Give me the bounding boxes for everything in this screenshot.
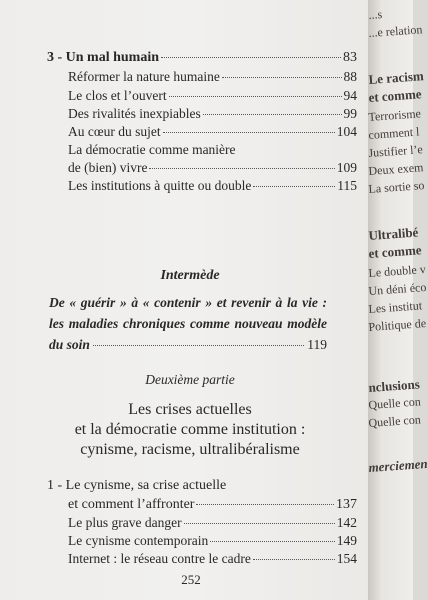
leader-dots — [93, 345, 304, 346]
facing-text: Le racism — [368, 68, 425, 87]
page-number: 88 — [343, 69, 357, 84]
facing-text: ...e relation — [368, 22, 423, 40]
page-number: 115 — [337, 178, 357, 193]
intermede-line: les maladies chroniques comme nouveau modèle — [49, 316, 327, 331]
part-label: Deuxième partie — [145, 372, 235, 387]
part-title-line: Les crises actuelles — [128, 401, 252, 418]
page-number: 149 — [336, 533, 357, 548]
leader-dots — [169, 96, 342, 97]
page-number: 99 — [343, 106, 357, 121]
facing-text: Terrorisme — [368, 106, 422, 124]
part-title-line: et la démocratie comme institution : — [74, 421, 306, 438]
leader-dots — [203, 114, 342, 115]
intermede-line: du soin — [49, 337, 90, 352]
page-number: 109 — [336, 160, 357, 175]
chapter-title: 1 - Le cynisme, sa crise actuelle — [47, 478, 227, 493]
leader-dots — [253, 559, 335, 560]
toc-entry — [68, 533, 357, 549]
facing-text: Quelle con — [368, 412, 422, 430]
entry-label: Le cynisme contemporain — [68, 533, 209, 548]
page-number: 119 — [307, 337, 327, 352]
page-folio: 252 — [181, 572, 201, 587]
leader-dots — [163, 132, 335, 133]
page-number: 137 — [336, 497, 357, 512]
toc-chapter-3 — [47, 50, 357, 66]
toc-entry — [68, 178, 357, 194]
entry-label: Le clos et l’ouvert — [68, 88, 167, 103]
facing-text: nclusions — [368, 376, 421, 395]
toc-entry — [68, 88, 357, 104]
toc-entry — [68, 69, 357, 85]
leader-dots — [196, 504, 334, 505]
toc-entry — [68, 515, 357, 531]
page-number: 142 — [336, 515, 357, 530]
facing-text: Un déni éco — [368, 279, 427, 298]
entry-label: Internet : le réseau contre le cadre — [68, 551, 251, 566]
toc-entry — [68, 106, 357, 122]
part-title-line: cynisme, racisme, ultralibéralisme — [80, 441, 300, 458]
facing-text: et comme — [368, 242, 422, 261]
intermede-last-line — [49, 334, 327, 355]
entry-label: La démocratie comme manière — [68, 142, 236, 157]
facing-text: Deux exem — [368, 160, 424, 178]
leader-dots — [184, 523, 335, 524]
page-number: 104 — [336, 124, 357, 139]
facing-text: Le double v — [368, 262, 427, 280]
facing-text: ...s — [368, 7, 383, 22]
page-number: 94 — [343, 88, 357, 103]
facing-text: La sortie so — [368, 178, 425, 196]
facing-text: Les institut — [368, 298, 423, 316]
leader-dots — [161, 57, 341, 58]
leader-dots — [253, 186, 335, 187]
toc-chapter-1 — [68, 497, 357, 513]
entry-label: Des rivalités inexpiables — [68, 106, 201, 121]
leader-dots — [210, 541, 335, 542]
leader-dots — [149, 168, 334, 169]
facing-page — [368, 0, 428, 600]
entry-label: Au cœur du sujet — [68, 124, 161, 139]
intermede-heading: Intermède — [160, 268, 220, 283]
facing-text: Politique de — [368, 315, 427, 334]
chapter-title: 3 - Un mal humain — [47, 50, 160, 65]
facing-text: comment l — [368, 124, 420, 142]
entry-label: Réformer la nature humaine — [68, 69, 220, 84]
leader-dots — [222, 77, 342, 78]
intermede-line: De « guérir » à « contenir » et revenir à la vie : — [49, 295, 327, 310]
entry-label-continued: de (bien) vivre — [68, 160, 148, 175]
page-number: 154 — [336, 551, 357, 566]
chapter-title-continued: et comment l’affronter — [68, 497, 195, 512]
entry-label: Le plus grave danger — [68, 515, 182, 530]
toc-entry — [68, 160, 357, 176]
page-number: 83 — [343, 50, 357, 65]
toc-entry — [68, 551, 357, 567]
facing-text: Justifier l’e — [368, 142, 424, 160]
toc-entry — [68, 124, 357, 140]
facing-text: Ultralibé — [368, 224, 419, 243]
facing-text: et comme — [368, 86, 422, 105]
facing-text: merciemen — [368, 455, 428, 475]
facing-text: Quelle con — [368, 394, 422, 412]
entry-label: Les institutions à quitte ou double — [68, 178, 252, 193]
intermede-entry — [49, 292, 327, 355]
